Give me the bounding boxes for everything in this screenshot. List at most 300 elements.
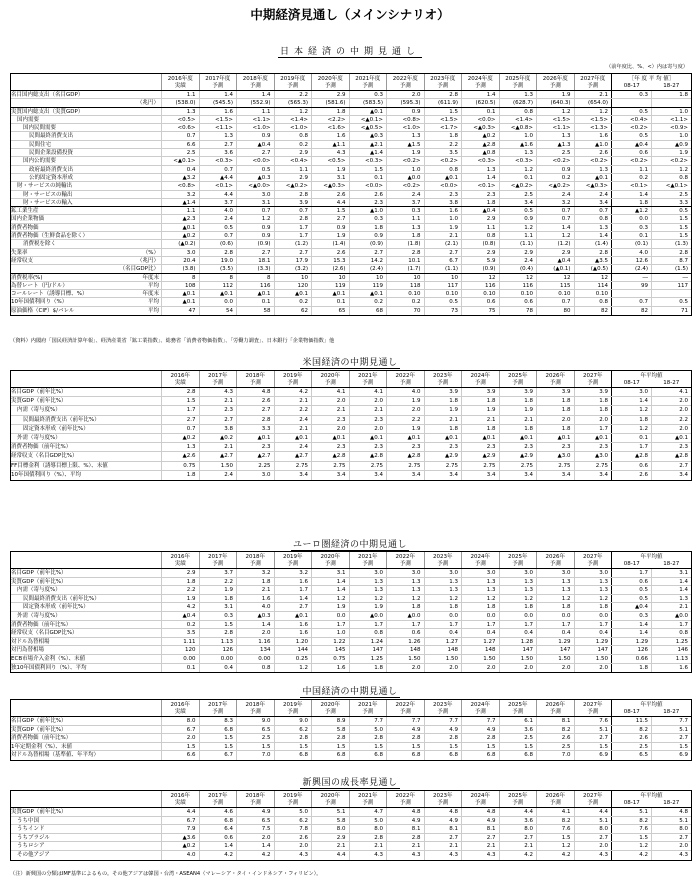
- column-header-0: [161, 552, 199, 568]
- row-label-text: 外需（寄与度%）: [17, 612, 61, 619]
- row-label: [11, 842, 161, 850]
- value-cell: (628.7): [499, 99, 537, 106]
- table-row: [11, 586, 691, 595]
- row-label-text: 民間最終消費支出（前年比%）: [23, 416, 100, 423]
- value-cell: <0.3>: [199, 157, 237, 164]
- value-cell: 4.3: [461, 851, 499, 860]
- value-cell: ▲0.2: [161, 232, 199, 239]
- value-cell: 1.5: [349, 166, 387, 173]
- value-cell: 0.9: [311, 224, 349, 231]
- average-cell: 1.4: [651, 586, 691, 594]
- column-header-7: [424, 700, 462, 716]
- column-kind: 予測: [399, 709, 411, 715]
- value-cell: 6.5: [236, 817, 274, 825]
- value-cell: 0.6: [386, 629, 424, 637]
- japan-unit-note: （前年度比、%、<）内は寄与度）: [606, 64, 688, 70]
- value-cell: 2.8: [349, 734, 387, 742]
- value-cell: 1.8: [311, 108, 349, 115]
- value-cell: ▲0.1: [574, 434, 612, 442]
- average-subheader: [612, 800, 691, 807]
- column-header-7: [424, 552, 462, 568]
- value-cell: 1.3: [161, 443, 199, 451]
- column-header-10: [536, 371, 574, 387]
- value-cell: 1.9: [424, 406, 462, 414]
- value-cell: <0.0>: [349, 182, 387, 189]
- value-cell: 1.7: [274, 224, 312, 231]
- average-cell: 8.0: [651, 825, 691, 833]
- row-label: [11, 157, 161, 164]
- average-cell: 1.5: [651, 743, 691, 751]
- column-header-2: [236, 371, 274, 387]
- value-cell: 8.1: [386, 825, 424, 833]
- column-header-4: [311, 74, 349, 90]
- value-cell: 6.2: [274, 726, 312, 734]
- value-cell: <0.3>: [461, 157, 499, 164]
- average-cell: 0.3: [611, 612, 651, 620]
- average-cell: 0.5: [611, 586, 651, 594]
- table-row: [11, 257, 691, 265]
- column-year: 2025年: [508, 702, 528, 708]
- value-cell: (2.1): [424, 240, 462, 247]
- value-cell: 5.1: [574, 817, 612, 825]
- row-label-text: 国内公的需要: [23, 158, 57, 165]
- value-cell: 2.4: [199, 471, 237, 480]
- value-cell: 3.0: [349, 569, 387, 577]
- column-year: 2024年: [470, 702, 490, 708]
- average-cell: 1.2: [611, 842, 651, 850]
- value-cell: ▲2.1: [349, 141, 387, 148]
- column-year: 2025年: [508, 554, 528, 560]
- value-cell: 3.9: [424, 388, 462, 396]
- column-header-11: [574, 791, 612, 807]
- row-label-text: 消費者物価: [11, 224, 39, 231]
- value-cell: 2.6: [536, 734, 574, 742]
- value-cell: 2.2: [199, 578, 237, 586]
- average-cell: <1.1>: [651, 116, 691, 123]
- row-label: [11, 182, 161, 189]
- value-cell: 2.3: [536, 443, 574, 451]
- value-cell: 1.3: [386, 224, 424, 231]
- value-cell: 1.0: [424, 215, 462, 222]
- value-cell: 1.8: [161, 578, 199, 586]
- value-cell: <0.2>: [574, 157, 612, 164]
- value-cell: 3.0: [461, 569, 499, 577]
- column-year: 2018年度: [242, 76, 268, 82]
- average-cell: 0.2: [611, 174, 651, 181]
- value-cell: 2.7: [236, 249, 274, 256]
- row-label-text: 実質GDP（前年比%）: [11, 809, 67, 815]
- table-row: [11, 174, 691, 182]
- column-kind: 実績: [174, 800, 186, 806]
- value-cell: <0.2>: [386, 157, 424, 164]
- value-cell: 2.6: [574, 149, 612, 156]
- value-cell: 2.3: [386, 443, 424, 451]
- average-cell: 1.5: [651, 232, 691, 239]
- row-label: [11, 397, 161, 405]
- table-row: [11, 207, 691, 215]
- us-forecast-table: [10, 370, 692, 481]
- row-label: [11, 462, 161, 470]
- average-cell: 1.1: [611, 166, 651, 173]
- table-row: [11, 265, 691, 273]
- value-cell: 2.8: [161, 388, 199, 396]
- value-cell: 8.1: [424, 825, 462, 833]
- average-cell: 2.6: [611, 471, 651, 480]
- row-label: [11, 586, 161, 594]
- average-cell: 0.8: [651, 174, 691, 181]
- value-cell: 1.5: [499, 743, 537, 751]
- table-row: [11, 743, 691, 752]
- column-kind: 予測: [549, 380, 561, 386]
- column-year: 2016年度: [167, 76, 193, 82]
- value-cell: ▲0.1: [536, 434, 574, 442]
- value-cell: 0.8: [274, 132, 312, 139]
- row-label: [11, 282, 161, 289]
- value-cell: 1.1: [274, 166, 312, 173]
- value-cell: 2.8: [574, 249, 612, 256]
- row-unit: （名目GDP比）: [119, 266, 159, 273]
- value-cell: 4.3: [424, 851, 462, 860]
- value-cell: 1.5: [536, 834, 574, 842]
- value-cell: 1.4: [461, 174, 499, 181]
- value-cell: 8.0: [499, 825, 537, 833]
- column-header-0: [161, 371, 199, 387]
- value-cell: <▲0.1>: [349, 116, 387, 123]
- value-cell: 3.4: [574, 199, 612, 206]
- table-row: [11, 290, 691, 298]
- row-label-text: うちインド: [17, 826, 45, 833]
- table-row: [11, 717, 691, 726]
- value-cell: (3.8): [161, 265, 199, 272]
- column-kind: 予測: [324, 800, 336, 806]
- value-cell: 1.8: [499, 603, 537, 611]
- average-cell: 7.6: [611, 825, 651, 833]
- value-cell: 1.8: [536, 397, 574, 405]
- value-cell: 4.4: [311, 199, 349, 206]
- value-cell: 2.5: [499, 734, 537, 742]
- value-cell: <1.5>: [574, 116, 612, 123]
- column-header-9: [499, 791, 537, 807]
- average-cell: 0.66: [611, 655, 651, 663]
- average-cell: 117: [651, 282, 691, 289]
- value-cell: 0.7: [236, 207, 274, 214]
- value-cell: 2.9: [461, 215, 499, 222]
- value-cell: 2.7: [574, 734, 612, 742]
- column-kind: 予測: [287, 83, 299, 89]
- value-cell: 1.6: [199, 108, 237, 115]
- row-label: [11, 274, 161, 281]
- value-cell: 4.8: [236, 388, 274, 396]
- column-kind: 予測: [437, 83, 449, 89]
- value-cell: 2.8: [236, 416, 274, 424]
- value-cell: ▲0.1: [274, 290, 312, 297]
- column-kind: 予測: [437, 561, 449, 567]
- value-cell: 3.0: [386, 569, 424, 577]
- column-kind: 実績: [174, 561, 186, 567]
- value-cell: <▲0.3>: [574, 182, 612, 189]
- japan-forecast-table: [10, 73, 692, 316]
- table-row: [11, 603, 691, 612]
- value-cell: ▲0.0: [386, 174, 424, 181]
- value-cell: 0.8: [574, 298, 612, 305]
- table-row: [11, 397, 691, 406]
- column-header-10: [536, 552, 574, 568]
- value-cell: 0.6: [461, 298, 499, 305]
- column-year: 2024年度: [467, 76, 493, 82]
- column-header-3: [274, 791, 312, 807]
- column-header-5: [349, 700, 387, 716]
- average-period: 08-17: [623, 800, 640, 806]
- column-header-5: [349, 74, 387, 90]
- value-cell: 0.10: [461, 290, 499, 297]
- value-cell: 2.4: [274, 416, 312, 424]
- row-label: [11, 124, 161, 131]
- value-cell: 0.3: [199, 612, 237, 620]
- value-cell: 1.7: [461, 621, 499, 629]
- column-kind: 予測: [287, 800, 299, 806]
- value-cell: 6.7: [424, 257, 462, 264]
- row-label: [11, 149, 161, 156]
- value-cell: 2.9: [274, 149, 312, 156]
- column-header-4: [311, 700, 349, 716]
- column-year: 2023年: [433, 702, 453, 708]
- value-cell: 1.3: [574, 224, 612, 231]
- average-cell: 2.0: [651, 425, 691, 433]
- table-row: [11, 842, 691, 851]
- value-cell: 5.1: [574, 726, 612, 734]
- column-header-0: [161, 791, 199, 807]
- column-year: 2019年: [283, 373, 303, 379]
- value-cell: 1.5: [274, 743, 312, 751]
- value-cell: 6.2: [274, 817, 312, 825]
- average-period: 18-27: [663, 561, 680, 567]
- column-kind: 実績: [174, 380, 186, 386]
- column-kind: 実績: [174, 709, 186, 715]
- value-cell: 8: [236, 274, 274, 281]
- value-cell: 1.5: [574, 743, 612, 751]
- column-kind: 予測: [212, 709, 224, 715]
- value-cell: 1.2: [536, 595, 574, 603]
- column-year: 2018年: [245, 554, 265, 560]
- value-cell: 1.3: [349, 586, 387, 594]
- column-year: 2022年: [395, 373, 415, 379]
- value-cell: 4.6: [199, 808, 237, 816]
- value-cell: 15.3: [311, 257, 349, 264]
- value-cell: 2.8: [461, 734, 499, 742]
- value-cell: 0.7: [574, 207, 612, 214]
- value-cell: 0.2: [349, 298, 387, 305]
- column-header-0: [161, 74, 199, 90]
- table-row: [11, 825, 691, 834]
- value-cell: 2.9: [161, 569, 199, 577]
- column-header-8: [461, 791, 499, 807]
- average-cell: 1.4: [611, 621, 651, 629]
- value-cell: 117: [424, 282, 462, 289]
- value-cell: 6.8: [274, 751, 312, 760]
- value-cell: 3.1: [236, 199, 274, 206]
- column-kind: 予測: [212, 83, 224, 89]
- average-cell: 126: [611, 646, 651, 654]
- row-unit: （兆円）: [136, 257, 159, 264]
- column-kind: 予測: [587, 709, 599, 715]
- row-label: [11, 307, 161, 315]
- column-kind: 予測: [362, 800, 374, 806]
- average-cell: 3.1: [651, 569, 691, 577]
- value-cell: 0.9: [386, 108, 424, 115]
- value-cell: 115: [536, 282, 574, 289]
- value-cell: 2.2: [424, 141, 462, 148]
- value-cell: 1.4: [536, 224, 574, 231]
- value-cell: 1.7: [349, 621, 387, 629]
- value-cell: 0.1: [349, 174, 387, 181]
- value-cell: 4.4: [499, 808, 537, 816]
- value-cell: 0.10: [386, 290, 424, 297]
- value-cell: 7.6: [536, 825, 574, 833]
- value-cell: 2.7: [199, 416, 237, 424]
- average-cell: 2.0: [651, 842, 691, 850]
- row-label-text: 対ドル為替相場: [11, 638, 50, 645]
- row-label-text: 固定資本形成（前年比%）: [23, 425, 89, 432]
- value-cell: 0.8: [349, 629, 387, 637]
- average-cell: 0.5: [651, 207, 691, 214]
- value-cell: 2.1: [274, 397, 312, 405]
- value-cell: ▲2.6: [161, 452, 199, 460]
- value-cell: 1.7: [424, 621, 462, 629]
- value-cell: (1.2): [536, 240, 574, 247]
- value-cell: 1.7: [311, 621, 349, 629]
- average-cell: 1.2: [611, 406, 651, 414]
- value-cell: 1.8: [574, 397, 612, 405]
- value-cell: ▲0.1: [199, 290, 237, 297]
- value-cell: 1.2: [536, 232, 574, 239]
- value-cell: 19.0: [199, 257, 237, 264]
- column-header-1: [199, 700, 237, 716]
- column-kind: 予測: [287, 561, 299, 567]
- column-year: 2019年: [283, 793, 303, 799]
- value-cell: 2.5: [236, 734, 274, 742]
- row-label-text: 民間住宅: [29, 141, 52, 148]
- average-cell: 1.2: [611, 425, 651, 433]
- average-cell: 5.1: [611, 808, 651, 816]
- average-cell: 4.1: [651, 388, 691, 396]
- column-kind: 予測: [362, 83, 374, 89]
- value-cell: 3.4: [311, 471, 349, 480]
- average-cell: (1.3): [651, 240, 691, 247]
- value-cell: <1.3>: [574, 124, 612, 131]
- value-cell: 68: [349, 307, 387, 315]
- value-cell: 1.4: [274, 595, 312, 603]
- column-kind: 予測: [399, 83, 411, 89]
- value-cell: 6.9: [574, 751, 612, 760]
- column-kind: 予測: [512, 380, 524, 386]
- value-cell: 2.2: [274, 406, 312, 414]
- value-cell: 2.1: [574, 91, 612, 98]
- value-cell: 2.75: [574, 462, 612, 470]
- average-cell: ▲0.0: [651, 612, 691, 620]
- value-cell: <0.0>: [236, 157, 274, 164]
- value-cell: 1.6: [311, 132, 349, 139]
- average-cell: 1.6: [651, 664, 691, 673]
- value-cell: 1.2: [536, 842, 574, 850]
- value-cell: <1.1>: [536, 124, 574, 131]
- value-cell: 6.7: [161, 726, 199, 734]
- column-year: 2026年: [545, 702, 565, 708]
- value-cell: (2.6): [311, 265, 349, 272]
- value-cell: 1.6: [311, 664, 349, 673]
- row-unit: 年度末: [142, 291, 159, 298]
- value-cell: 1.2: [274, 664, 312, 673]
- average-cell: 0.1: [611, 232, 651, 239]
- value-cell: 3.5: [424, 149, 462, 156]
- table-header: [11, 700, 691, 717]
- value-cell: 1.9: [386, 397, 424, 405]
- value-cell: 2.8: [424, 734, 462, 742]
- column-year: 2023年度: [430, 76, 456, 82]
- value-cell: 54: [199, 307, 237, 315]
- column-header-11: [574, 371, 612, 387]
- value-cell: 2.4: [386, 191, 424, 198]
- value-cell: 4.9: [461, 817, 499, 825]
- value-cell: 7.7: [386, 717, 424, 725]
- row-label-text: その他アジア: [17, 851, 50, 858]
- value-cell: ▲0.1: [424, 434, 462, 442]
- value-cell: 2.7: [236, 149, 274, 156]
- value-cell: ▲0.1: [161, 290, 199, 297]
- row-label-text: 実質国内総支出（実質GDP）: [11, 108, 84, 115]
- value-cell: 1.13: [199, 638, 237, 646]
- value-cell: 2.6: [236, 397, 274, 405]
- value-cell: 2.7: [499, 834, 537, 842]
- value-cell: <0.5>: [161, 116, 199, 123]
- row-label: [11, 232, 161, 239]
- value-cell: 1.3: [574, 586, 612, 594]
- value-cell: 2.7: [424, 834, 462, 842]
- value-cell: 1.0: [499, 132, 537, 139]
- value-cell: ▲0.8: [461, 149, 499, 156]
- column-year: 2017年: [208, 793, 228, 799]
- average-cell: [651, 99, 691, 106]
- value-cell: 2.75: [499, 462, 537, 470]
- value-cell: 1.4: [199, 91, 237, 98]
- value-cell: (3.2): [274, 265, 312, 272]
- value-cell: <▲0.1>: [161, 157, 199, 164]
- row-label: [11, 132, 161, 139]
- average-cell: 1.0: [651, 132, 691, 139]
- column-kind: 予測: [324, 709, 336, 715]
- row-label: [11, 199, 161, 206]
- euro-section-title: ユーロ圏経済の中期見通し: [292, 540, 407, 550]
- average-cell: 0.1: [611, 434, 651, 442]
- china-section-title: 中国経済の中期見通し: [302, 687, 398, 697]
- value-cell: ▲1.5: [386, 141, 424, 148]
- value-cell: 2.2: [161, 586, 199, 594]
- row-label: [11, 141, 161, 148]
- column-kind: 予測: [587, 83, 599, 89]
- average-cell: <0.2>: [611, 157, 651, 164]
- value-cell: 3.7: [199, 199, 237, 206]
- value-cell: 4.2: [536, 851, 574, 860]
- value-cell: 1.2: [386, 595, 424, 603]
- value-cell: ▲3.0: [574, 452, 612, 460]
- value-cell: 2.9: [274, 174, 312, 181]
- value-cell: 114: [574, 282, 612, 289]
- row-label: [11, 207, 161, 214]
- value-cell: 18.1: [236, 257, 274, 264]
- average-period: 08-17: [623, 380, 640, 386]
- value-cell: 2.9: [536, 249, 574, 256]
- value-cell: 5.0: [349, 726, 387, 734]
- column-header-6: [386, 74, 424, 90]
